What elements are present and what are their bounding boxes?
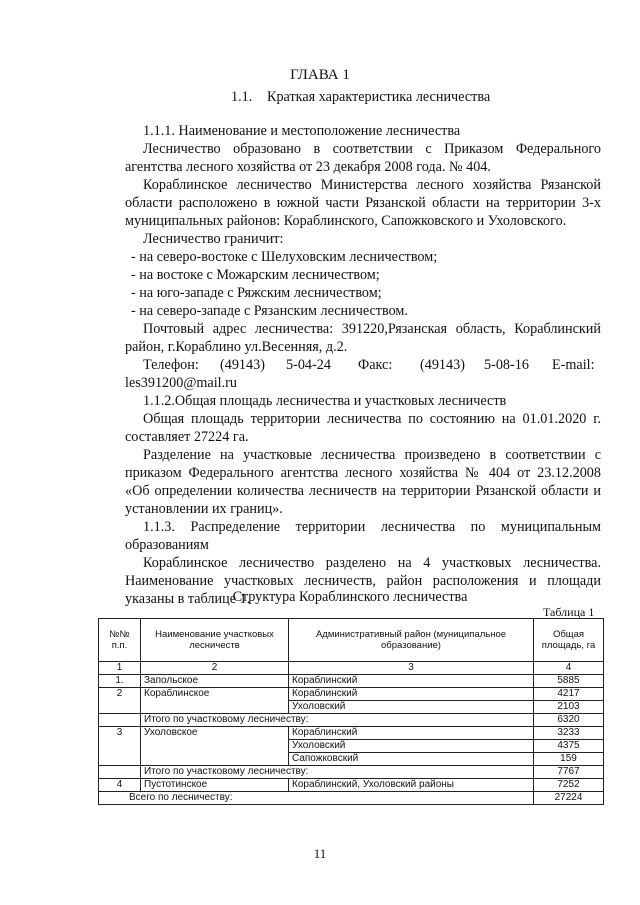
subsection-1-1-1-title: 1.1.1. Наименование и местоположение лесничества <box>143 123 461 139</box>
table-header-row <box>99 619 604 662</box>
row-num: 4 <box>99 779 141 792</box>
row-area: 7252 <box>534 779 604 792</box>
row-name: Запольское <box>141 675 289 688</box>
row-num: 3 <box>99 727 141 766</box>
row-district: Ухоловский <box>289 701 534 714</box>
border-item: - на востоке с Можарским лесничеством; <box>131 267 380 283</box>
row-area: 4375 <box>534 740 604 753</box>
phone-code: (49143) <box>220 357 265 373</box>
page-number: 11 <box>313 846 327 861</box>
header-name: Наименование участковых лесничеств <box>141 619 289 662</box>
row-area: 2103 <box>534 701 604 714</box>
table-title: Структура Кораблинского лесничества <box>232 589 468 605</box>
subtotal-area: 6320 <box>534 714 604 727</box>
email-label: E-mail: <box>552 357 595 373</box>
paragraph-line: указаны в таблице 1. <box>125 591 251 607</box>
section-1-1-number: 1.1. <box>231 89 253 105</box>
row-area: 3233 <box>534 727 604 740</box>
table-row <box>99 727 604 740</box>
subsection-1-1-3-title: 1.1.3. Распределение территории лесничества по муниципальным <box>143 519 601 535</box>
address-line: район, г.Кораблино ул.Весенняя, д.2. <box>125 339 348 355</box>
paragraph-line: установлении их границ». <box>125 501 283 517</box>
paragraph-line: «Об определении количества лесничеств на территории Рязанской области и <box>125 483 601 499</box>
border-item: - на юго-западе с Ряжским лесничеством; <box>131 285 382 301</box>
subtotal-label: Итого по участковому лесничеству: <box>141 714 534 727</box>
table-label: Таблица 1 <box>543 605 595 619</box>
table-row <box>99 779 604 792</box>
empty-cell <box>99 766 141 779</box>
paragraph-line: области расположено в южной части Рязанской области на территории 3-х <box>125 195 601 211</box>
phone-number: 5-04-24 <box>286 357 331 373</box>
empty-cell <box>99 714 141 727</box>
row-name: Кораблинское <box>141 688 289 714</box>
row-district: Кораблинский <box>289 727 534 740</box>
row-district: Кораблинский <box>289 675 534 688</box>
total-area: 27224 <box>534 792 604 805</box>
table-column-numbers <box>99 662 604 675</box>
col-number: 3 <box>289 662 534 675</box>
col-number: 4 <box>534 662 604 675</box>
subsection-1-1-3-title: образованиям <box>125 537 209 553</box>
col-number: 1 <box>99 662 141 675</box>
row-district: Кораблинский, Ухоловский районы <box>289 779 534 792</box>
row-area: 159 <box>534 753 604 766</box>
row-district: Кораблинский <box>289 688 534 701</box>
row-name: Ухоловское <box>141 727 289 766</box>
table-row <box>99 688 604 701</box>
row-area: 4217 <box>534 688 604 701</box>
fax-label: Факс: <box>358 357 393 373</box>
address-line: Почтовый адрес лесничества: 391220,Рязанская область, Кораблинский <box>143 321 601 337</box>
header-num: №№ п.п. <box>99 619 141 662</box>
row-name: Пустотинское <box>141 779 289 792</box>
paragraph-line: Кораблинское лесничество Министерства лесного хозяйства Рязанской <box>143 177 601 193</box>
border-item: - на северо-востоке с Шелуховским лесничеством; <box>131 249 438 265</box>
row-district: Сапожковский <box>289 753 534 766</box>
paragraph-line: агентства лесного хозяйства от 23 декабря 2008 года. № 404. <box>125 159 491 175</box>
table-row <box>99 675 604 688</box>
paragraph-line: составляет 27224 га. <box>125 429 249 445</box>
email-value: les391200@mail.ru <box>125 375 237 391</box>
row-num: 1. <box>99 675 141 688</box>
col-number: 2 <box>141 662 289 675</box>
total-label: Всего по лесничеству: <box>99 792 534 805</box>
fax-code: (49143) <box>420 357 465 373</box>
paragraph-line: Лесничество образовано в соответствии с Приказом Федерального <box>143 141 601 157</box>
subsection-1-1-2-title: 1.1.2.Общая площадь лесничества и участковых лесничеств <box>143 393 507 409</box>
table-subtotal-row <box>99 714 604 727</box>
section-1-1-title: Краткая характеристика лесничества <box>267 89 491 105</box>
subtotal-area: 7767 <box>534 766 604 779</box>
header-district: Административный район (муниципальное образование) <box>289 619 534 662</box>
paragraph-line: Кораблинское лесничество разделено на 4 участковых лесничества. <box>143 555 601 571</box>
phone-label: Телефон: <box>143 357 199 373</box>
paragraph-line: приказом Федерального агентства лесного хозяйства № 404 от 23.12.2008 <box>125 465 601 481</box>
row-district: Ухоловский <box>289 740 534 753</box>
header-area: Общая площадь, га <box>534 619 604 662</box>
structure-table <box>98 618 604 805</box>
paragraph-line: Общая площадь территории лесничества по состоянию на 01.01.2020 г. <box>143 411 601 427</box>
borders-title: Лесничество граничит: <box>143 231 284 247</box>
paragraph-line: Разделение на участковые лесничества произведено в соответствии с <box>143 447 601 463</box>
table-total-row <box>99 792 604 805</box>
fax-number: 5-08-16 <box>484 357 529 373</box>
row-area: 5885 <box>534 675 604 688</box>
border-item: - на северо-западе с Рязанским лесничеством. <box>131 303 408 319</box>
paragraph-line: муниципальных районов: Кораблинского, Сапожковского и Ухоловского. <box>125 213 567 229</box>
subtotal-label: Итого по участковому лесничеству: <box>141 766 534 779</box>
table-subtotal-row <box>99 766 604 779</box>
paragraph-line: Наименование участковых лесничеств, район расположения и площади <box>125 573 601 589</box>
row-num: 2 <box>99 688 141 714</box>
chapter-heading: ГЛАВА 1 <box>290 67 350 83</box>
